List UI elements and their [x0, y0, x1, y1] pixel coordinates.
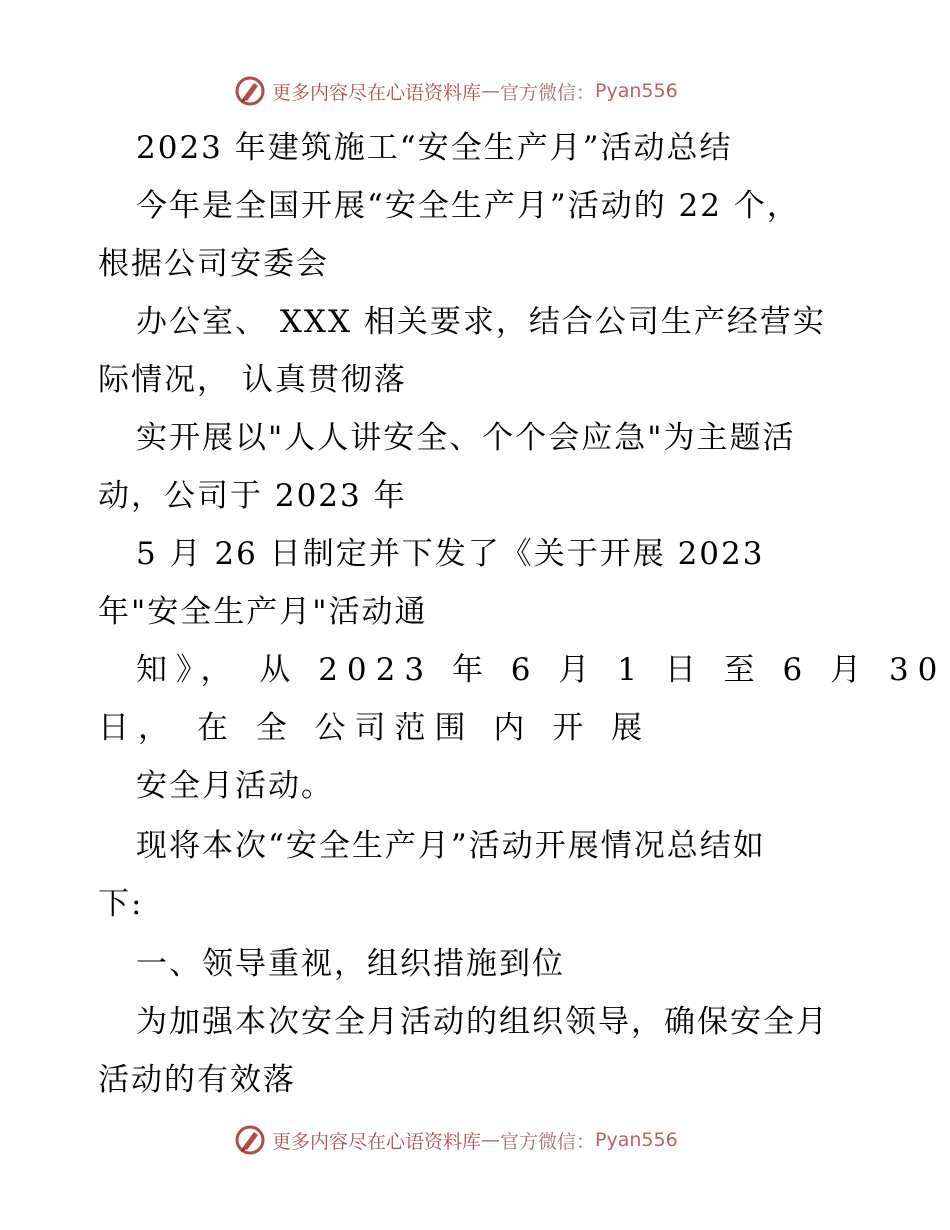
watermark-official-label: 官方微信： — [500, 1130, 596, 1153]
paragraph-line: 实开展以"人人讲安全、个个会应急"为主题活 — [136, 420, 796, 456]
paragraph-line: 安全月活动。 — [136, 768, 334, 804]
watermark-official-label: 官方微信： — [500, 81, 596, 104]
watermark-wechat-id: Pyan556 — [595, 80, 678, 102]
watermark-text: 更多内容尽在心语资料库 — [272, 1130, 482, 1153]
paragraph-line: 年"安全生产月"活动通 — [98, 594, 428, 630]
paragraph-line: 动，公司于 2023 年 — [98, 478, 407, 514]
paragraph-line: 知》， 从 2023 年 6 月 1 日 至 6 月 30 — [136, 652, 947, 688]
watermark-wechat-id: Pyan556 — [595, 1129, 678, 1151]
paragraph-line: 际情况， 认真贯彻落 — [98, 362, 407, 398]
paragraph-line: 今年是全国开展“安全生产月”活动的 22 个， — [136, 188, 800, 224]
pen-nib-logo-icon — [234, 1124, 266, 1156]
footer-watermark — [234, 1123, 678, 1157]
paragraph-line: 现将本次“安全生产月”活动开展情况总结如 — [136, 828, 766, 864]
watermark-text: 更多内容尽在心语资料库 — [272, 81, 482, 104]
section-heading: 一、领导重视，组织措施到位 — [136, 946, 565, 982]
paragraph-line: 根据公司安委会 — [98, 246, 329, 282]
paragraph-line: 活动的有效落 — [98, 1062, 296, 1098]
paragraph-line: 为加强本次安全月活动的组织领导，确保安全月 — [136, 1004, 829, 1040]
paragraph-line: 5 月 26 日制定并下发了《关于开展 2023 — [136, 536, 765, 572]
document-title: 2023 年建筑施工“安全生产月”活动总结 — [136, 130, 733, 166]
paragraph-line: 下: — [98, 886, 144, 922]
watermark-separator: — — [481, 1129, 501, 1151]
watermark-separator: — — [481, 80, 501, 102]
paragraph-line: 办公室、 XXX 相关要求，结合公司生产经营实 — [136, 304, 826, 340]
paragraph-line: 日， 在 全 公司范围 内 开 展 — [98, 710, 652, 746]
